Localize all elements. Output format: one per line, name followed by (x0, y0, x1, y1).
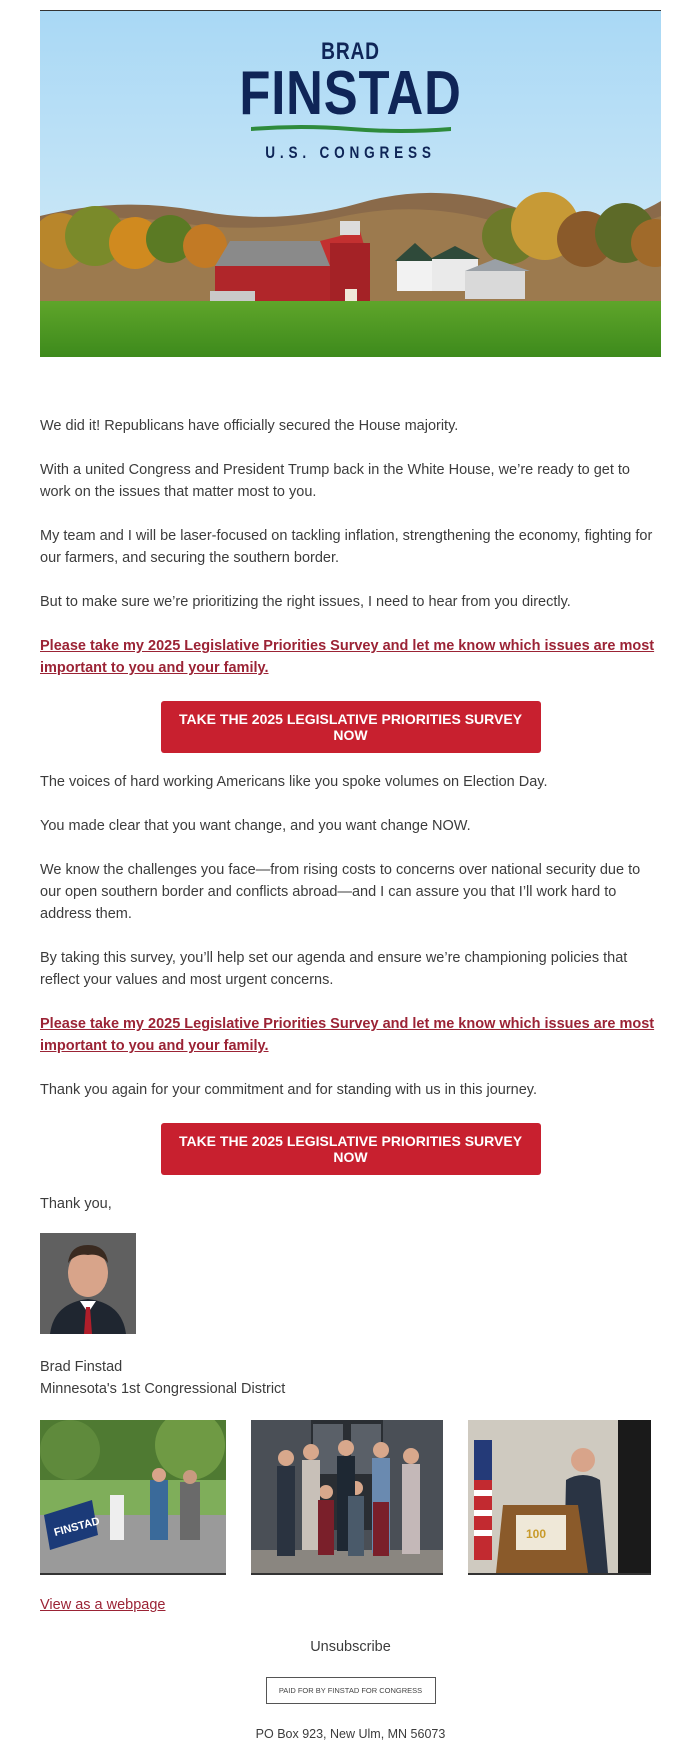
cta-row (40, 1123, 661, 1175)
family-photo (251, 1420, 443, 1575)
sign-text: FINSTAD (52, 1515, 102, 1539)
logo-subtitle: U.S. CONGRESS (265, 143, 436, 162)
logo-first-name: BRAD (321, 38, 380, 65)
cta-row (40, 701, 661, 753)
closing-text: Thank you, (40, 1196, 112, 1212)
podium-sign-text: 100 (526, 1527, 547, 1541)
paragraph: We know the challenges you face—from rising costs to concerns over national security due to our open southern border and conflicts abroad—and I can assure you that I’ll work hard to address them. (40, 862, 641, 922)
email-body (40, 357, 661, 1741)
paragraph: We did it! Republicans have officially secured the House majority. (40, 418, 459, 434)
view-as-webpage-link[interactable]: View as a webpage (40, 1597, 166, 1613)
mailing-address: PO Box 923, New Ulm, MN 56073 (255, 1727, 446, 1741)
unsubscribe-link[interactable]: Unsubscribe (310, 1639, 391, 1655)
unsubscribe-row (40, 1639, 661, 1655)
finstad-logo (40, 39, 661, 163)
podium-photo (468, 1420, 651, 1575)
paid-for-disclaimer: PAID FOR BY FINSTAD FOR CONGRESS (266, 1677, 436, 1704)
paragraph: But to make sure we’re prioritizing the right issues, I need to hear from you directly. (40, 594, 571, 610)
paragraph: My team and I will be laser-focused on tackling inflation, strengthening the economy, fighting for our farmers, and securing the southern border. (40, 528, 653, 566)
paragraph: With a united Congress and President Trump back in the White House, we’re ready to get to work on the issues that matter most to you. (40, 462, 630, 500)
signature-name: Brad Finstad (40, 1359, 123, 1375)
paragraph: The voices of hard working Americans like you spoke volumes on Election Day. (40, 774, 548, 790)
paragraph: Thank you again for your commitment and for standing with us in this journey. (40, 1082, 538, 1098)
logo-last-name: FINSTAD (239, 59, 462, 128)
survey-link[interactable]: Please take my 2025 Legislative Priorities Survey and let me know which issues are most important to you and your family. (40, 1016, 655, 1054)
photo-gallery (40, 1420, 651, 1575)
parade-photo (40, 1420, 226, 1575)
hero-banner (40, 11, 661, 357)
take-survey-button[interactable]: TAKE THE 2025 LEGISLATIVE PRIORITIES SURVEY NOW (161, 1123, 541, 1175)
headshot-avatar (40, 1233, 136, 1334)
paragraph: You made clear that you want change, and you want change NOW. (40, 818, 471, 834)
take-survey-button[interactable]: TAKE THE 2025 LEGISLATIVE PRIORITIES SURVEY NOW (161, 701, 541, 753)
paragraph: By taking this survey, you’ll help set our agenda and ensure we’re championing policies that reflect your values and most urgent concerns. (40, 950, 628, 988)
email-container (40, 10, 661, 1741)
signature-district: Minnesota's 1st Congressional District (40, 1381, 286, 1397)
survey-link[interactable]: Please take my 2025 Legislative Priorities Survey and let me know which issues are most important to you and your family. (40, 638, 655, 676)
